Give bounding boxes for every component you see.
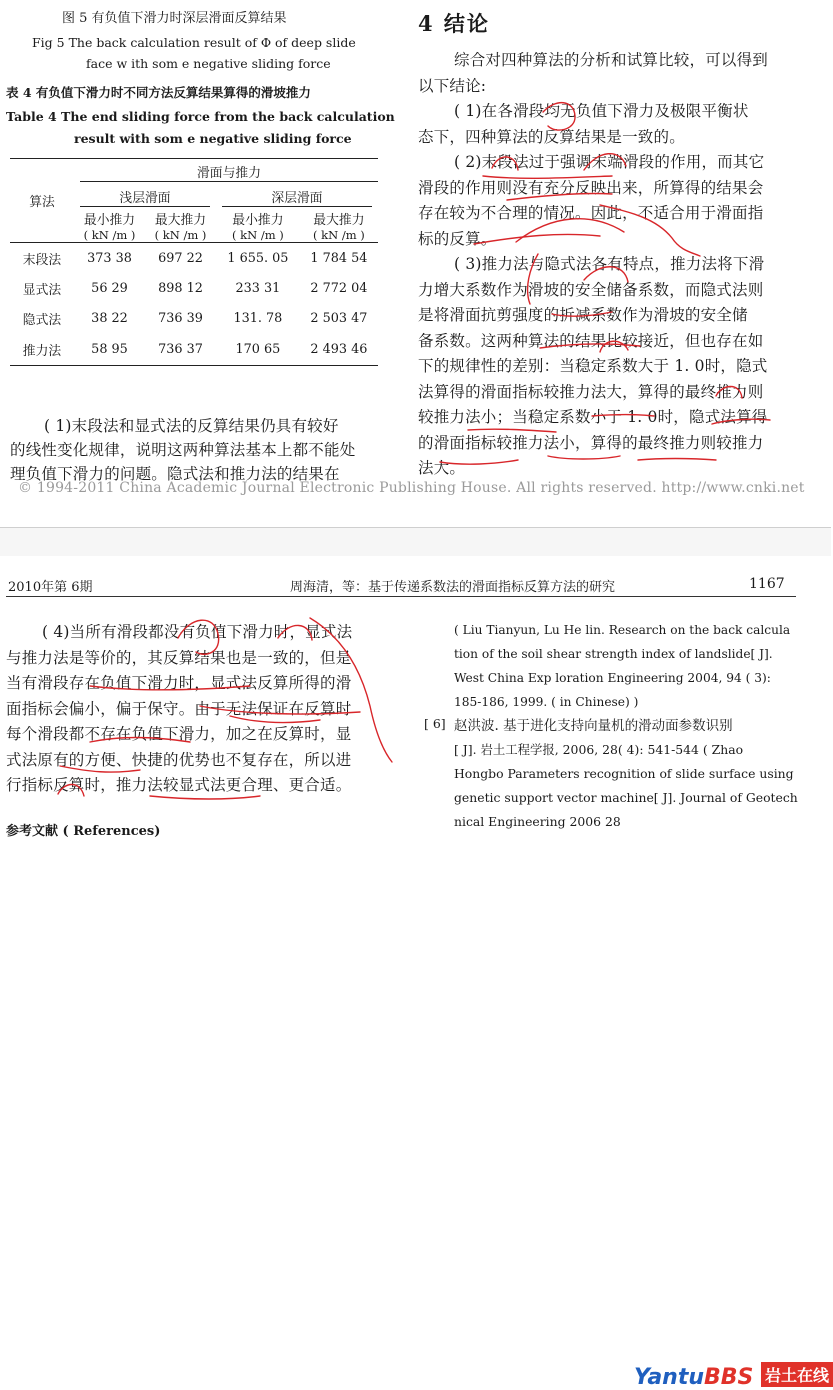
row-deep-max: 2 503 47 xyxy=(310,310,368,326)
yantu-bbs-logo xyxy=(634,1362,828,1388)
references-heading: 参考文献 ( References) xyxy=(6,824,161,839)
table-row xyxy=(10,273,378,303)
reference-6-number: [ 6] xyxy=(424,716,446,731)
row-deep-max: 2 772 04 xyxy=(310,280,368,296)
table4-caption-cn: 表 4 有负值下滑力时不同方法反算结果算得的滑坡推力 xyxy=(6,85,311,100)
fig5-caption-en-line1: Fig 5 The back calculation result of Φ of deep slide xyxy=(32,35,356,50)
text-line: 理负值下滑力的问题。隐式法和推力法的结果在 xyxy=(10,465,340,483)
text-line: 存在较为不合理的情况。因此，不适合用于滑面指 xyxy=(418,204,764,222)
row-shallow-max: 898 12 xyxy=(158,280,203,296)
text-line: [ J]. 岩土工程学报, 2006, 28( 4): 541-544 ( Zhao xyxy=(454,742,744,757)
text-line: 较推力法小；当稳定系数小于 1. 0时，隐式法算得 xyxy=(418,408,768,426)
text-line: 的线性变化规律，说明这两种算法基本上都不能处 xyxy=(10,441,356,459)
text-line: 185-186, 1999. ( in Chinese) ) xyxy=(454,695,639,709)
group-header xyxy=(74,159,378,186)
row-shallow-max: 736 37 xyxy=(145,333,216,366)
row-deep-min: 1 655. 05 xyxy=(227,250,289,266)
text-line: genetic support vector machine[ J]. Journal of Geotech xyxy=(454,790,798,805)
table-row xyxy=(10,303,378,333)
shallow-header xyxy=(74,185,216,209)
shallow-max-unit: ( kN /m ) xyxy=(154,228,207,242)
conclusion-body xyxy=(418,48,798,482)
text-line: 赵洪波. 基于进化支持向量机的滑动面参数识别 xyxy=(454,718,733,734)
text-line: 法大。 xyxy=(418,459,466,477)
text-line: 法算得的滑面指标较推力法大，算得的最终推力则 xyxy=(418,382,764,401)
row-method: 显式法 xyxy=(22,282,62,298)
logo-bbs-text: BBS xyxy=(704,1365,754,1390)
table4-caption-en-line1: Table 4 The end sliding force from the back calculation xyxy=(6,109,395,124)
row-method: 末段法 xyxy=(22,252,62,268)
text-line: 行指标反算时，推力法较显式法更合理、更合适。 xyxy=(6,776,352,794)
row-shallow-min: 373 38 xyxy=(87,250,132,266)
shallow-max-label xyxy=(145,209,216,243)
deep-header-text: 深层滑面 xyxy=(222,187,372,207)
page2-left-paragraph xyxy=(6,620,384,799)
group-header-text: 滑面与推力 xyxy=(80,162,378,182)
row-method: 隐式法 xyxy=(22,312,62,328)
reference-6 xyxy=(454,714,798,834)
reference-5-continued xyxy=(454,618,790,714)
text-line: 面指标会偏小，偏于保守。由于无法保证在反算时 xyxy=(6,699,352,718)
text-line: 力增大系数作为滑坡的安全储备系数，而隐式法则 xyxy=(418,280,764,299)
logo-yantu-text: Yantu xyxy=(634,1365,705,1390)
paper-page-top xyxy=(0,0,831,527)
row-shallow-min: 56 29 xyxy=(91,280,128,296)
text-line: 的滑面指标较推力法小，算得的最终推力则较推力 xyxy=(418,433,764,452)
deep-min-label xyxy=(216,209,300,243)
text-line: nical Engineering 2006 28 xyxy=(454,814,621,829)
shallow-min-label xyxy=(74,209,145,243)
text-line: 每个滑段都不存在负值下滑力，加之在反算时，显 xyxy=(6,725,352,743)
paper-page-bottom xyxy=(0,556,831,1390)
left-paragraph-1 xyxy=(10,414,382,486)
text-line: ( 2)末段法过于强调末端滑段的作用，而其它 xyxy=(454,153,765,171)
row-deep-min: 170 65 xyxy=(216,333,300,366)
fig5-caption-cn: 图 5 有负值下滑力时深层滑面反算结果 xyxy=(62,11,287,26)
shallow-min-unit: ( kN /m ) xyxy=(83,228,136,242)
deep-min-label-text: 最小推力 xyxy=(232,213,284,228)
text-line: 标的反算。 xyxy=(418,229,497,248)
text-line: tion of the soil shear strength index of landslide[ J]. xyxy=(454,647,773,661)
text-line: 与推力法是等价的，其反算结果也是一致的，但是 xyxy=(6,648,352,667)
table-row xyxy=(10,243,378,274)
deep-max-label-text: 最大推力 xyxy=(313,213,365,228)
row-shallow-max: 736 39 xyxy=(158,310,203,326)
method-header: 算法 xyxy=(10,159,74,243)
text-line: 滑段的作用则没有充分反映出来，所算得的结果会 xyxy=(418,178,764,197)
deep-max-unit: ( kN /m ) xyxy=(313,228,365,242)
row-method: 推力法 xyxy=(10,333,74,366)
page-separator xyxy=(0,527,831,558)
text-line: 态下，四种算法的反算结果是一致的。 xyxy=(418,127,685,146)
text-line: 备系数。这两种算法的结果比较接近，但也存在如 xyxy=(418,331,764,350)
fig5-caption-en-line2: face w ith som e negative sliding force xyxy=(86,56,331,71)
row-deep-min: 131. 78 xyxy=(233,310,283,326)
deep-header xyxy=(216,185,378,209)
conclusion-heading: 4 结论 xyxy=(418,11,490,36)
row-shallow-min: 38 22 xyxy=(91,310,128,326)
header-page-number: 1167 xyxy=(749,576,785,592)
text-line: ( 1)在各滑段均无负值下滑力及极限平衡状 xyxy=(454,102,749,120)
shallow-min-label-text: 最小推力 xyxy=(83,213,136,228)
deep-min-unit: ( kN /m ) xyxy=(232,228,284,242)
table-row xyxy=(10,333,378,366)
table-header-row-1 xyxy=(10,159,378,186)
copyright-watermark: © 1994-2011 China Academic Journal Electronic Publishing House. All rights reserved. http://www.cnki.net xyxy=(18,480,805,496)
row-deep-min: 233 31 xyxy=(235,280,281,296)
deep-max-label xyxy=(300,209,378,243)
text-line: ( Liu Tianyun, Lu He lin. Research on the back calcula xyxy=(454,623,791,637)
table4 xyxy=(10,158,378,366)
text-line: Hongbo Parameters recognition of slide surface using xyxy=(454,766,794,781)
row-shallow-min: 58 95 xyxy=(74,333,145,366)
text-line: 式法原有的方便、快捷的优势也不复存在，所以进 xyxy=(6,750,352,769)
table4-caption-en-line2: result with som e negative sliding force xyxy=(74,131,352,146)
logo-cn-text: 岩土在线 xyxy=(761,1362,833,1387)
text-line: 是将滑面抗剪强度的折减系数作为滑坡的安全储 xyxy=(418,306,748,324)
shallow-max-label-text: 最大推力 xyxy=(154,213,207,228)
row-deep-max: 2 493 46 xyxy=(300,333,378,366)
text-line: ( 1)末段法和显式法的反算结果仍具有较好 xyxy=(44,417,339,435)
row-deep-max: 1 784 54 xyxy=(310,250,368,266)
text-line: 下的规律性的差别：当稳定系数大于 1. 0时，隐式 xyxy=(418,357,768,375)
text-line: 当有滑段存在负值下滑力时，显式法反算所得的滑 xyxy=(6,674,352,692)
text-line: West China Exp loration Engineering 2004, 94 ( 3): xyxy=(454,671,771,685)
row-shallow-max: 697 22 xyxy=(158,250,203,266)
header-rule xyxy=(6,596,796,597)
text-line: ( 3)推力法与隐式法各有特点，推力法将下滑 xyxy=(454,255,765,273)
text-line: 综合对四种算法的分析和试算比较，可以得到 xyxy=(454,51,769,69)
text-line: 以下结论: xyxy=(418,76,487,95)
header-issue: 2010年第 6期 xyxy=(8,580,93,595)
shallow-header-text: 浅层滑面 xyxy=(80,187,210,207)
text-line: ( 4)当所有滑段都没有负值下滑力时，显式法 xyxy=(42,623,353,641)
header-title: 周海清，等：基于传递系数法的滑面指标反算方法的研究 xyxy=(290,580,616,595)
